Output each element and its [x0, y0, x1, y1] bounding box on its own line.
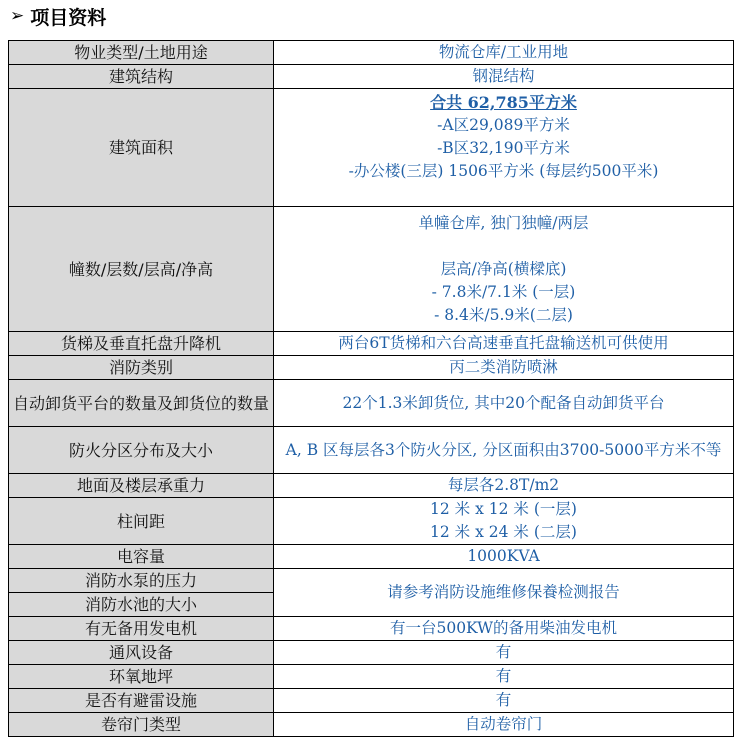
table-row	[9, 713, 734, 737]
row-value	[274, 498, 734, 545]
value-line: 12 米 x 12 米 (一层)	[430, 500, 577, 518]
table-row	[9, 617, 734, 641]
row-value: 每层各2.8T/m2	[274, 474, 734, 498]
table-row	[9, 641, 734, 665]
section-title: 项目资料	[30, 6, 107, 29]
row-label: 消防类别	[9, 356, 274, 380]
row-value: A, B 区每层各3个防火分区, 分区面积由3700-5000平方米不等	[274, 427, 734, 474]
row-label: 柱间距	[9, 498, 274, 545]
table-row	[9, 474, 734, 498]
row-label: 物业类型/土地用途	[9, 41, 274, 65]
row-label: 建筑面积	[9, 89, 274, 207]
row-value: 1000KVA	[274, 545, 734, 569]
row-label: 建筑结构	[9, 65, 274, 89]
property-spec-table	[8, 40, 734, 737]
value-line: - 8.4米/5.9米(二层)	[434, 305, 573, 324]
value-line: 单幢仓库, 独门独幢/两层	[418, 213, 589, 232]
table-row	[9, 427, 734, 474]
row-label: 有无备用发电机	[9, 617, 274, 641]
table-row	[9, 356, 734, 380]
table-row	[9, 665, 734, 689]
row-label: 电容量	[9, 545, 274, 569]
row-value: 物流仓库/工业用地	[274, 41, 734, 65]
row-label: 消防水池的大小	[9, 593, 274, 617]
row-label: 消防水泵的压力	[9, 569, 274, 593]
row-value: 请参考消防设施维修保養检测报告	[274, 569, 734, 617]
value-line-blank	[276, 235, 731, 258]
row-label: 幢数/层数/层高/净高	[9, 207, 274, 332]
table-row	[9, 41, 734, 65]
row-value: 钢混结构	[274, 65, 734, 89]
area-line: -办公楼(三层) 1506平方米 (每层约500平米)	[348, 162, 659, 180]
row-value: 有	[274, 641, 734, 665]
row-value: 丙二类消防喷淋	[274, 356, 734, 380]
row-label: 货梯及垂直托盘升降机	[9, 332, 274, 356]
total-area-line: 合共 62,785平方米	[430, 93, 577, 112]
value-line: 12 米 x 24 米 (二层)	[430, 523, 577, 541]
value-line: - 7.8米/7.1米 (一层)	[431, 282, 576, 301]
area-line: -A区29,089平方米	[437, 116, 570, 134]
arrow-bullet-icon: ➢	[10, 6, 25, 26]
row-label: 卷帘门类型	[9, 713, 274, 737]
row-label: 是否有避雷设施	[9, 689, 274, 713]
table-row	[9, 207, 734, 332]
table-row	[9, 689, 734, 713]
table-row	[9, 498, 734, 545]
row-value: 有	[274, 665, 734, 689]
table-row	[9, 65, 734, 89]
row-value: 自动卷帘门	[274, 713, 734, 737]
row-label: 环氧地坪	[9, 665, 274, 689]
table-row	[9, 569, 734, 593]
table-row	[9, 89, 734, 207]
row-label: 防火分区分布及大小	[9, 427, 274, 474]
row-value	[274, 207, 734, 332]
row-value	[274, 89, 734, 207]
area-line: -B区32,190平方米	[437, 139, 570, 157]
row-value: 有	[274, 689, 734, 713]
table-row	[9, 380, 734, 427]
row-label: 地面及楼层承重力	[9, 474, 274, 498]
table-row	[9, 332, 734, 356]
row-label: 自动卸货平台的数量及卸货位的数量	[9, 380, 274, 427]
table-row	[9, 545, 734, 569]
row-value: 有一台500KW的备用柴油发电机	[274, 617, 734, 641]
row-value: 22个1.3米卸货位, 其中20个配备自动卸货平台	[274, 380, 734, 427]
value-line: 层高/净高(横樑底)	[440, 259, 567, 278]
row-label: 通风设备	[9, 641, 274, 665]
row-value: 两台6T货梯和六台高速垂直托盘输送机可供使用	[274, 332, 734, 356]
section-heading	[10, 2, 106, 30]
